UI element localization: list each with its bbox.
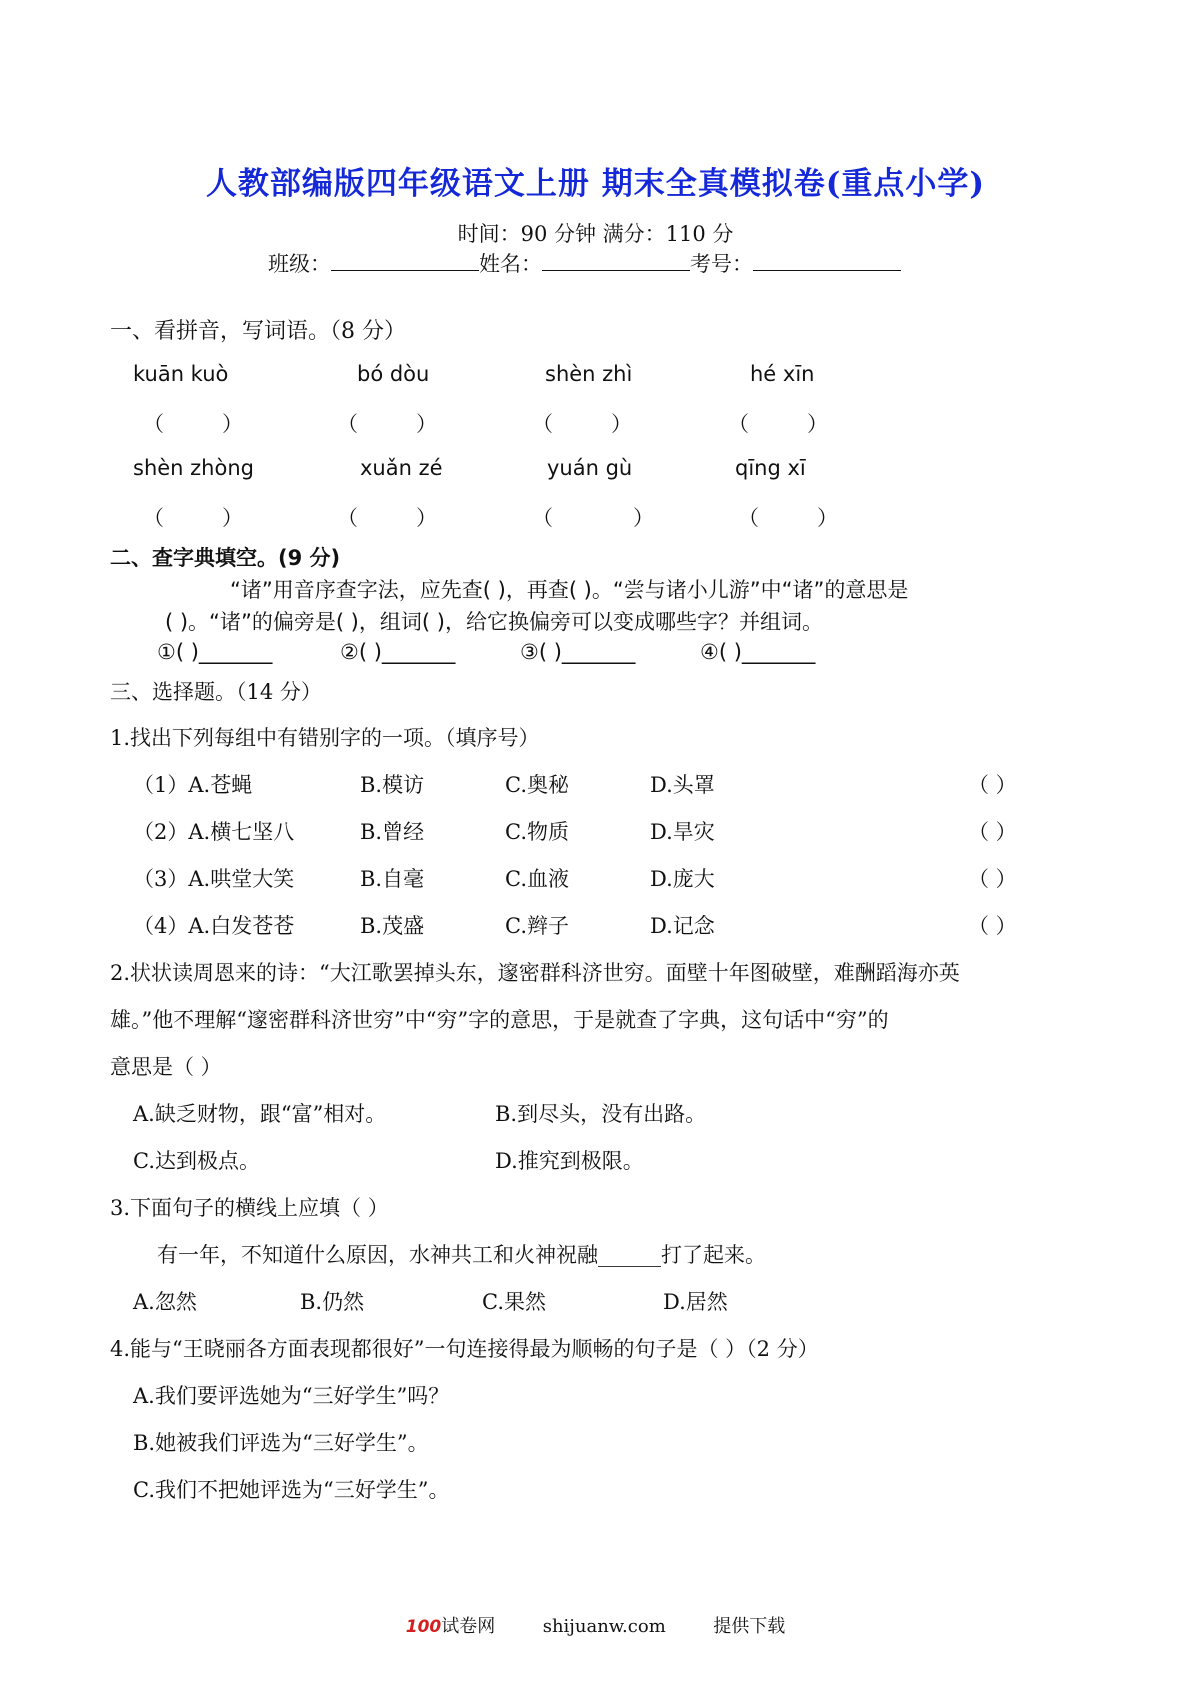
pinyin-6: xuǎn zé — [360, 456, 443, 480]
q1-r3-option-d: D.庞大 — [650, 867, 715, 891]
q2-option-a: A.缺乏财物，跟“富”相对。 — [133, 1102, 387, 1126]
q3-option-d: D.居然 — [663, 1290, 728, 1314]
answer-box-7[interactable]: （ ） — [532, 506, 654, 530]
pinyin-7: yuán gù — [547, 456, 633, 480]
q1-r2-option-a: （2）A.横七坚八 — [133, 820, 295, 844]
site-logo: 100 — [405, 1617, 442, 1637]
q3-option-b: B.仍然 — [300, 1290, 365, 1314]
q2-line3: 意思是（ ） — [110, 1055, 222, 1079]
q1-r2-option-b: B.曾经 — [360, 820, 425, 844]
page-title: 人教部编版四年级语文上册 期末全真模拟卷(重点小学) — [205, 166, 986, 202]
answer-box-1[interactable]: （ ） — [143, 412, 243, 436]
pinyin-3: shèn zhì — [545, 362, 633, 386]
number-field[interactable] — [753, 250, 901, 271]
q3-stem: 3.下面句子的横线上应填（ ） — [110, 1196, 389, 1220]
q2-line2: 雄。”他不理解“邃密群科济世穷”中“穷”字的意思，于是就查了字典，这句话中“穷”的 — [110, 1008, 889, 1032]
q1-r1-option-b: B.模访 — [360, 773, 425, 797]
q4-stem: 4.能与“王晓丽各方面表现都很好”一句连接得最为顺畅的句子是（ ）（2 分） — [110, 1337, 819, 1361]
q1-r4-option-a: （4）A.白发苍苍 — [133, 914, 295, 938]
exam-time-score: 时间：90 分钟 满分：110 分 — [457, 222, 734, 246]
q1-r1-option-c: C.奥秘 — [505, 773, 569, 797]
name-field[interactable] — [542, 250, 690, 271]
answer-box-4[interactable]: （ ） — [728, 412, 828, 436]
pinyin-2: bó dòu — [357, 362, 430, 386]
q3-option-a: A.忽然 — [133, 1290, 197, 1314]
q1-r4-option-d: D.记念 — [650, 914, 715, 938]
site-name: 试卷网 — [441, 1616, 496, 1637]
q3-sentence: 有一年，不知道什么原因，水神共工和火神祝融______打了起来。 — [157, 1243, 766, 1267]
section3-heading: 三、选择题。（14 分） — [110, 680, 322, 704]
pinyin-1: kuān kuò — [133, 362, 229, 386]
q1-r1-option-d: D.头罩 — [650, 773, 715, 797]
q1-r3-answer[interactable]: （ ） — [968, 867, 1017, 891]
answer-box-6[interactable]: （ ） — [337, 506, 437, 530]
name-label: 姓名： — [479, 252, 542, 276]
q1-r4-answer[interactable]: （ ） — [968, 914, 1017, 938]
answer-box-8[interactable]: （ ） — [738, 506, 838, 530]
q3-option-c: C.果然 — [482, 1290, 546, 1314]
q1-r2-option-c: C.物质 — [505, 820, 569, 844]
q1-r2-answer[interactable]: （ ） — [968, 820, 1017, 844]
download-text: 提供下载 — [713, 1616, 786, 1637]
number-label: 考号： — [690, 252, 753, 276]
site-url[interactable]: shijuanw.com — [542, 1616, 666, 1637]
section2-item-1[interactable]: ①( )_______ — [157, 640, 273, 664]
q4-option-b: B.她被我们评选为“三好学生”。 — [133, 1431, 429, 1455]
q2-option-d: D.推究到极限。 — [495, 1149, 644, 1173]
answer-box-5[interactable]: （ ） — [143, 506, 243, 530]
section2-item-3[interactable]: ③( )_______ — [520, 640, 636, 664]
section2-item-4[interactable]: ④( )_______ — [700, 640, 816, 664]
q2-option-b: B.到尽头，没有出路。 — [495, 1102, 707, 1126]
q1-r1-answer[interactable]: （ ） — [968, 773, 1017, 797]
pinyin-8: qīng xī — [735, 456, 806, 480]
q2-option-c: C.达到极点。 — [133, 1149, 260, 1173]
q4-option-c: C.我们不把她评选为“三好学生”。 — [133, 1478, 450, 1502]
q1-r4-option-b: B.茂盛 — [360, 914, 425, 938]
section1-heading: 一、看拼音，写词语。（8 分） — [110, 319, 406, 344]
class-label: 班级： — [268, 252, 331, 276]
footer — [0, 1612, 1191, 1638]
section2-line1: “诸”用音序查字法，应先查( )，再查( )。“尝与诸小儿游”中“诸”的意思是 — [230, 578, 909, 602]
q1-stem: 1.找出下列每组中有错别字的一项。（填序号） — [110, 726, 540, 750]
answer-box-3[interactable]: （ ） — [532, 412, 632, 436]
q4-option-a: A.我们要评选她为“三好学生”吗？ — [133, 1384, 450, 1408]
student-info-row — [268, 248, 901, 278]
answer-box-2[interactable]: （ ） — [337, 412, 437, 436]
q1-r3-option-a: （3）A.哄堂大笑 — [133, 867, 295, 891]
q1-r4-option-c: C.辫子 — [505, 914, 569, 938]
section2-item-2[interactable]: ②( )_______ — [340, 640, 456, 664]
pinyin-4: hé xīn — [750, 362, 815, 386]
q2-line1: 2.状状读周恩来的诗：“大江歌罢掉头东，邃密群科济世穷。面壁十年图破壁，难酬蹈海亦英 — [110, 961, 960, 985]
q1-r2-option-d: D.旱灾 — [650, 820, 715, 844]
section2-heading: 二、查字典填空。(9 分) — [110, 546, 341, 570]
class-field[interactable] — [331, 250, 479, 271]
q1-r3-option-b: B.自毫 — [360, 867, 425, 891]
section2-line2: ( )。“诸”的偏旁是( )，组词( )，给它换偏旁可以变成哪些字？并组词。 — [165, 610, 823, 634]
pinyin-5: shèn zhòng — [133, 456, 254, 480]
q1-r1-option-a: （1）A.苍蝇 — [133, 773, 253, 797]
q1-r3-option-c: C.血液 — [505, 867, 569, 891]
